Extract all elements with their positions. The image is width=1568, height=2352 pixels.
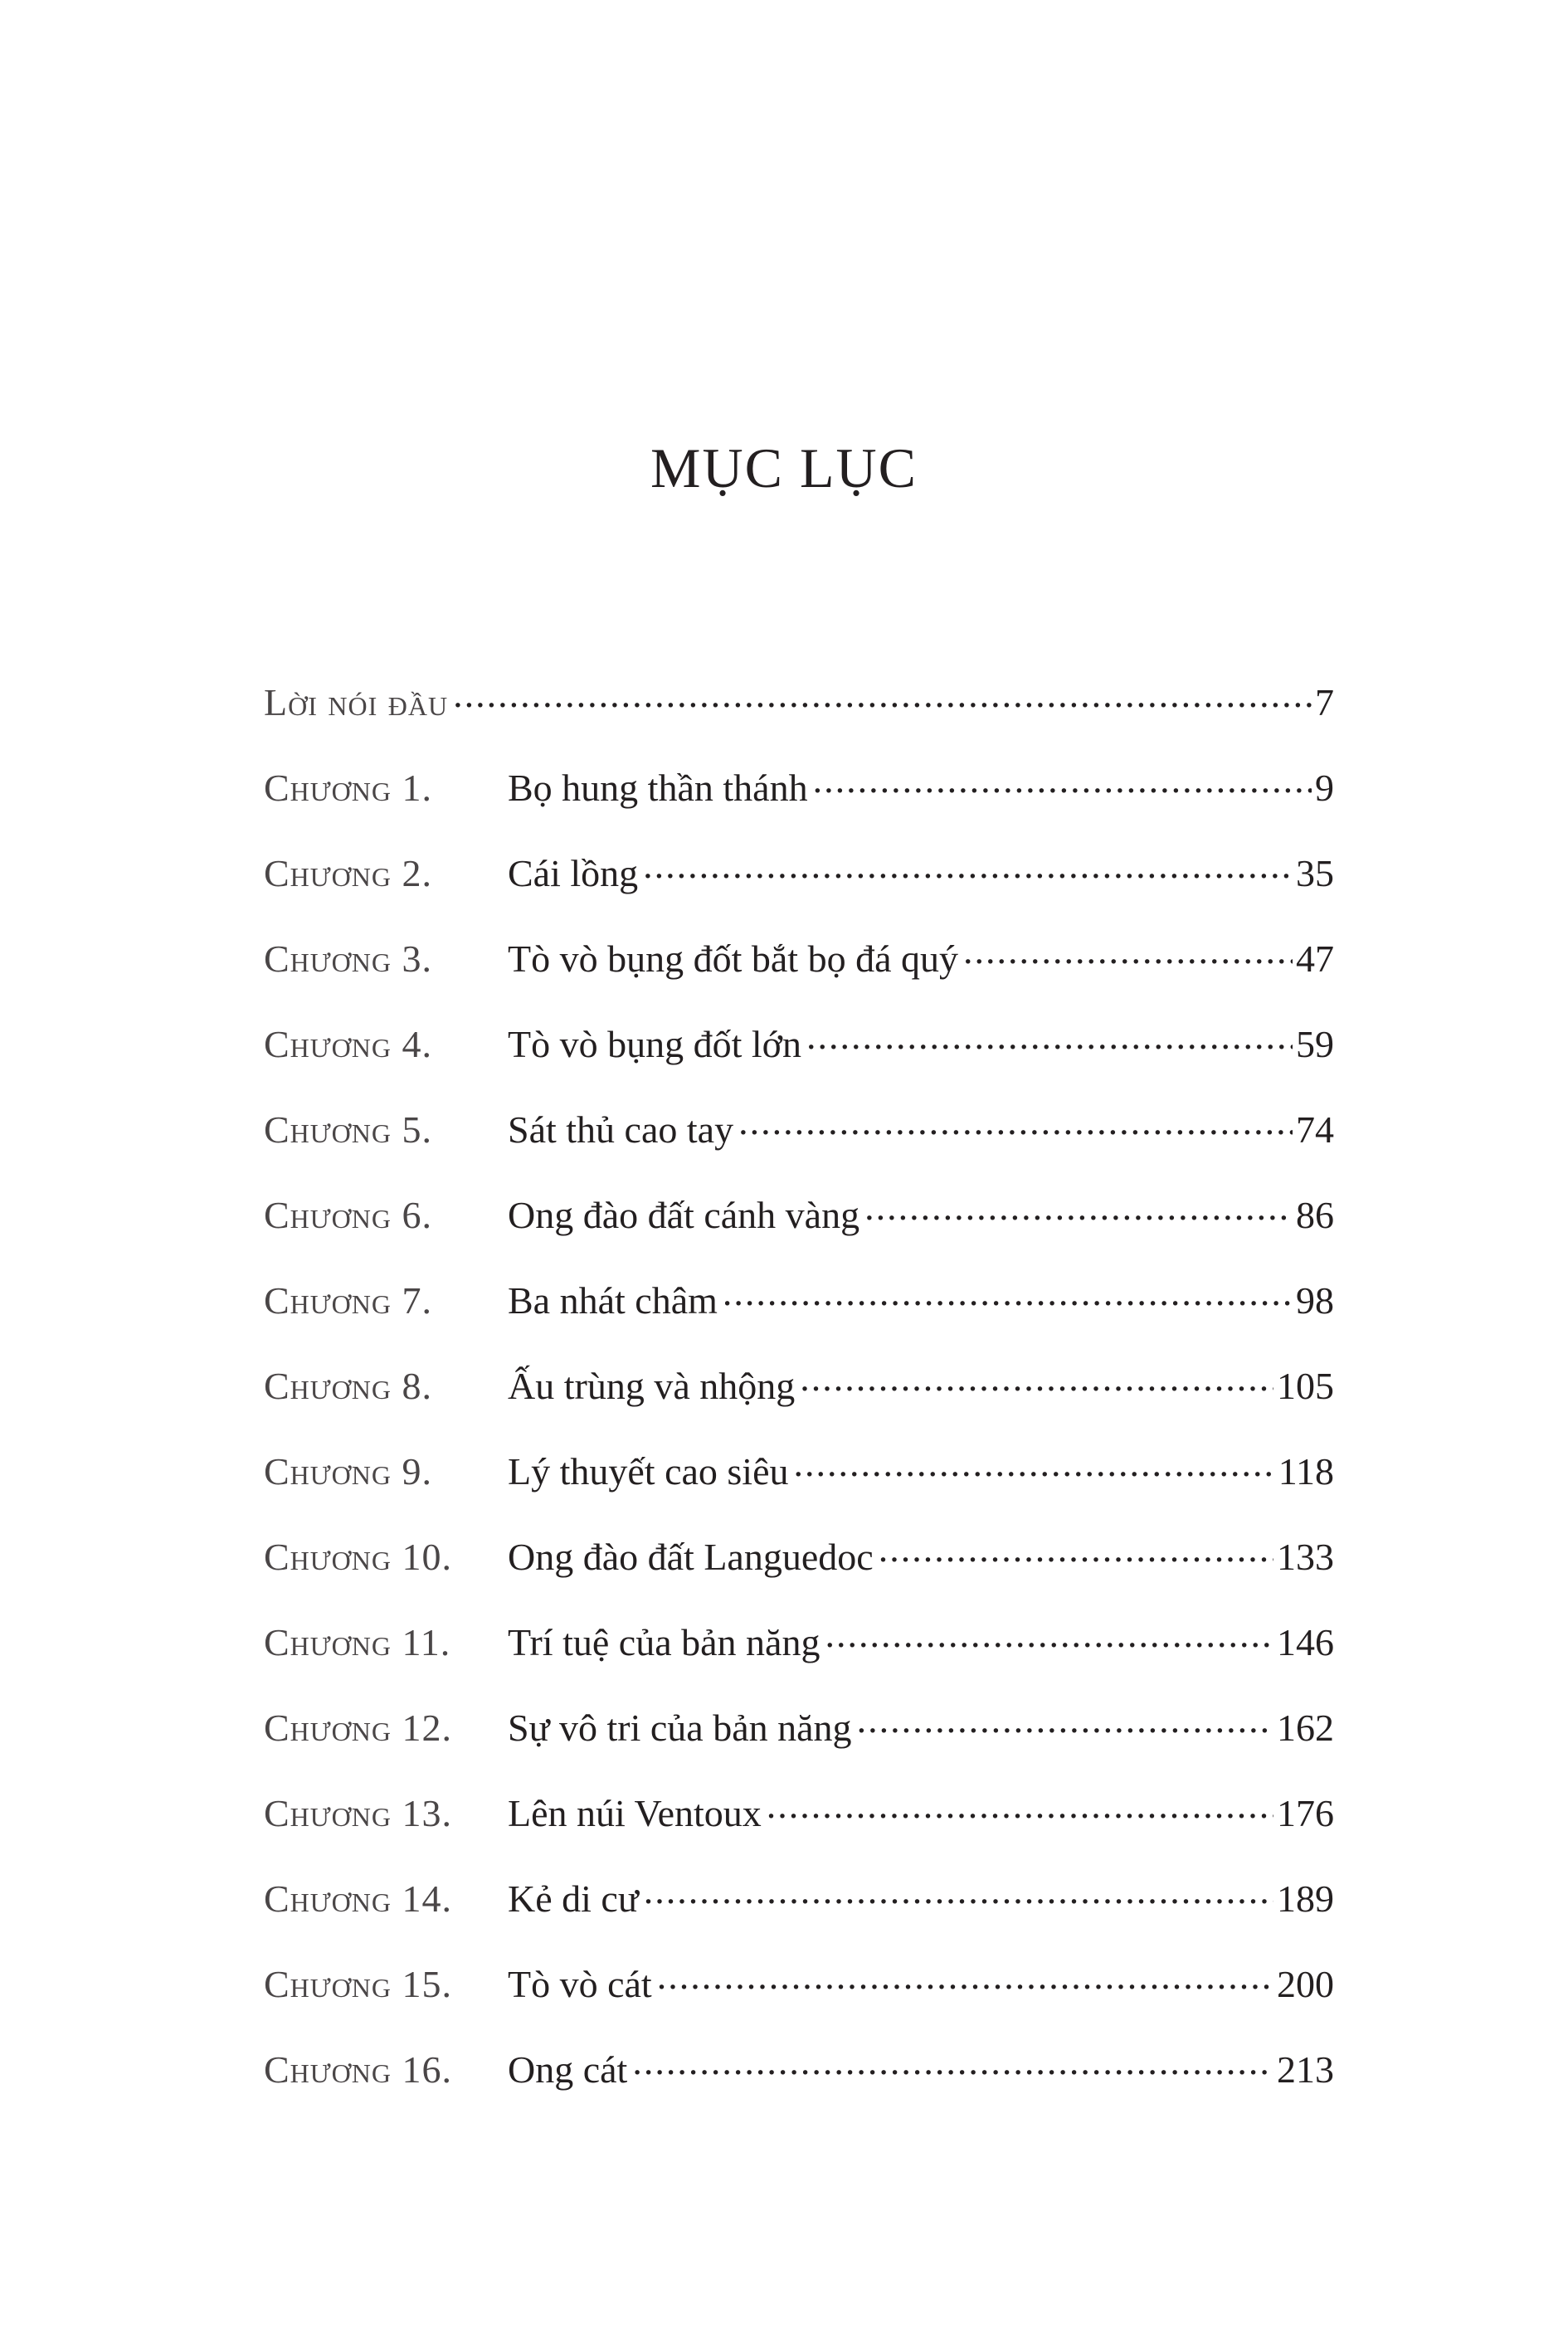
dot-leader [806, 1019, 1293, 1057]
toc-entry-chapter-6[interactable] [264, 1190, 1334, 1275]
chapter-label: Chương 1. [264, 767, 432, 809]
toc-entry-chapter-1[interactable] [264, 762, 1334, 848]
preface-label: Lời nói đầu [264, 681, 449, 723]
page-number: 9 [1315, 767, 1334, 809]
chapter-title: Lên núi Ventoux [508, 1792, 762, 1834]
page-number: 7 [1315, 681, 1334, 723]
page-number: 74 [1296, 1108, 1334, 1151]
chapter-title: Cái lồng [508, 852, 639, 894]
chapter-label: Chương 3. [264, 937, 432, 980]
toc-entry-preface[interactable] [264, 677, 1334, 762]
page-number: 213 [1277, 2048, 1334, 2091]
table-of-contents [264, 677, 1334, 2130]
toc-entry-chapter-13[interactable] [264, 1788, 1334, 1873]
dot-leader [857, 1702, 1273, 1741]
page-number: 200 [1277, 1963, 1334, 2005]
toc-entry-chapter-2[interactable] [264, 848, 1334, 933]
page-number: 162 [1277, 1707, 1334, 1749]
page-number: 146 [1277, 1621, 1334, 1663]
chapter-title: Ong đào đất Languedoc [508, 1536, 874, 1578]
toc-entry-chapter-4[interactable] [264, 1019, 1334, 1104]
chapter-title: Tò vò bụng đốt bắt bọ đá quý [508, 937, 958, 980]
chapter-label: Chương 2. [264, 852, 432, 894]
toc-entry-chapter-7[interactable] [264, 1275, 1334, 1361]
chapter-title: Sát thủ cao tay [508, 1108, 734, 1151]
page-title: MỤC LỤC [650, 436, 918, 499]
chapter-label: Chương 10. [264, 1536, 452, 1578]
dot-leader [879, 1531, 1273, 1570]
chapter-title: Ong cát [508, 2048, 628, 2091]
dot-leader [657, 1959, 1273, 1997]
toc-entry-chapter-11[interactable] [264, 1617, 1334, 1702]
dot-leader [813, 762, 1312, 801]
chapter-label: Chương 6. [264, 1194, 432, 1236]
dot-leader [963, 933, 1293, 971]
toc-entry-chapter-12[interactable] [264, 1702, 1334, 1788]
chapter-title: Tò vò bụng đốt lớn [508, 1023, 801, 1065]
toc-entry-chapter-16[interactable] [264, 2044, 1334, 2130]
dot-leader [825, 1617, 1273, 1655]
page-number: 105 [1277, 1365, 1334, 1407]
chapter-label: Chương 15. [264, 1963, 452, 2005]
toc-entry-chapter-14[interactable] [264, 1873, 1334, 1959]
page-number: 98 [1296, 1279, 1334, 1322]
chapter-label: Chương 8. [264, 1365, 432, 1407]
toc-entry-chapter-5[interactable] [264, 1104, 1334, 1190]
dot-leader [864, 1190, 1293, 1228]
chapter-label: Chương 5. [264, 1108, 432, 1151]
page-number: 118 [1278, 1450, 1334, 1493]
toc-entry-chapter-9[interactable] [264, 1446, 1334, 1531]
dot-leader [644, 1873, 1273, 1911]
chapter-title: Ba nhát châm [508, 1279, 718, 1322]
chapter-title: Sự vô tri của bản năng [508, 1707, 852, 1749]
chapter-title: Lý thuyết cao siêu [508, 1450, 789, 1493]
chapter-title: Tò vò cát [508, 1963, 652, 2005]
dot-leader [767, 1788, 1273, 1826]
toc-entry-chapter-15[interactable] [264, 1959, 1334, 2044]
dot-leader [800, 1361, 1273, 1399]
toc-entry-chapter-8[interactable] [264, 1361, 1334, 1446]
dot-leader [738, 1104, 1293, 1142]
chapter-title: Bọ hung thần thánh [508, 767, 808, 809]
dot-leader [632, 2044, 1273, 2082]
page-number: 35 [1296, 852, 1334, 894]
chapter-label: Chương 16. [264, 2048, 452, 2091]
chapter-label: Chương 7. [264, 1279, 432, 1322]
chapter-label: Chương 13. [264, 1792, 452, 1834]
dot-leader [794, 1446, 1275, 1484]
chapter-title: Kẻ di cư [508, 1877, 639, 1920]
chapter-title: Trí tuệ của bản năng [508, 1621, 821, 1663]
page-number: 59 [1296, 1023, 1334, 1065]
page-number: 133 [1277, 1536, 1334, 1578]
chapter-label: Chương 14. [264, 1877, 452, 1920]
chapter-label: Chương 4. [264, 1023, 432, 1065]
chapter-label: Chương 11. [264, 1621, 451, 1663]
toc-entry-chapter-10[interactable] [264, 1531, 1334, 1617]
toc-entry-chapter-3[interactable] [264, 933, 1334, 1019]
page-number: 176 [1277, 1792, 1334, 1834]
dot-leader [453, 677, 1312, 715]
dot-leader [723, 1275, 1293, 1313]
page-number: 189 [1277, 1877, 1334, 1920]
page-number: 86 [1296, 1194, 1334, 1236]
chapter-title: Ấu trùng và nhộng [508, 1365, 796, 1407]
chapter-label: Chương 12. [264, 1707, 452, 1749]
dot-leader [643, 848, 1293, 886]
page-number: 47 [1296, 937, 1334, 980]
chapter-title: Ong đào đất cánh vàng [508, 1194, 860, 1236]
chapter-label: Chương 9. [264, 1450, 432, 1493]
